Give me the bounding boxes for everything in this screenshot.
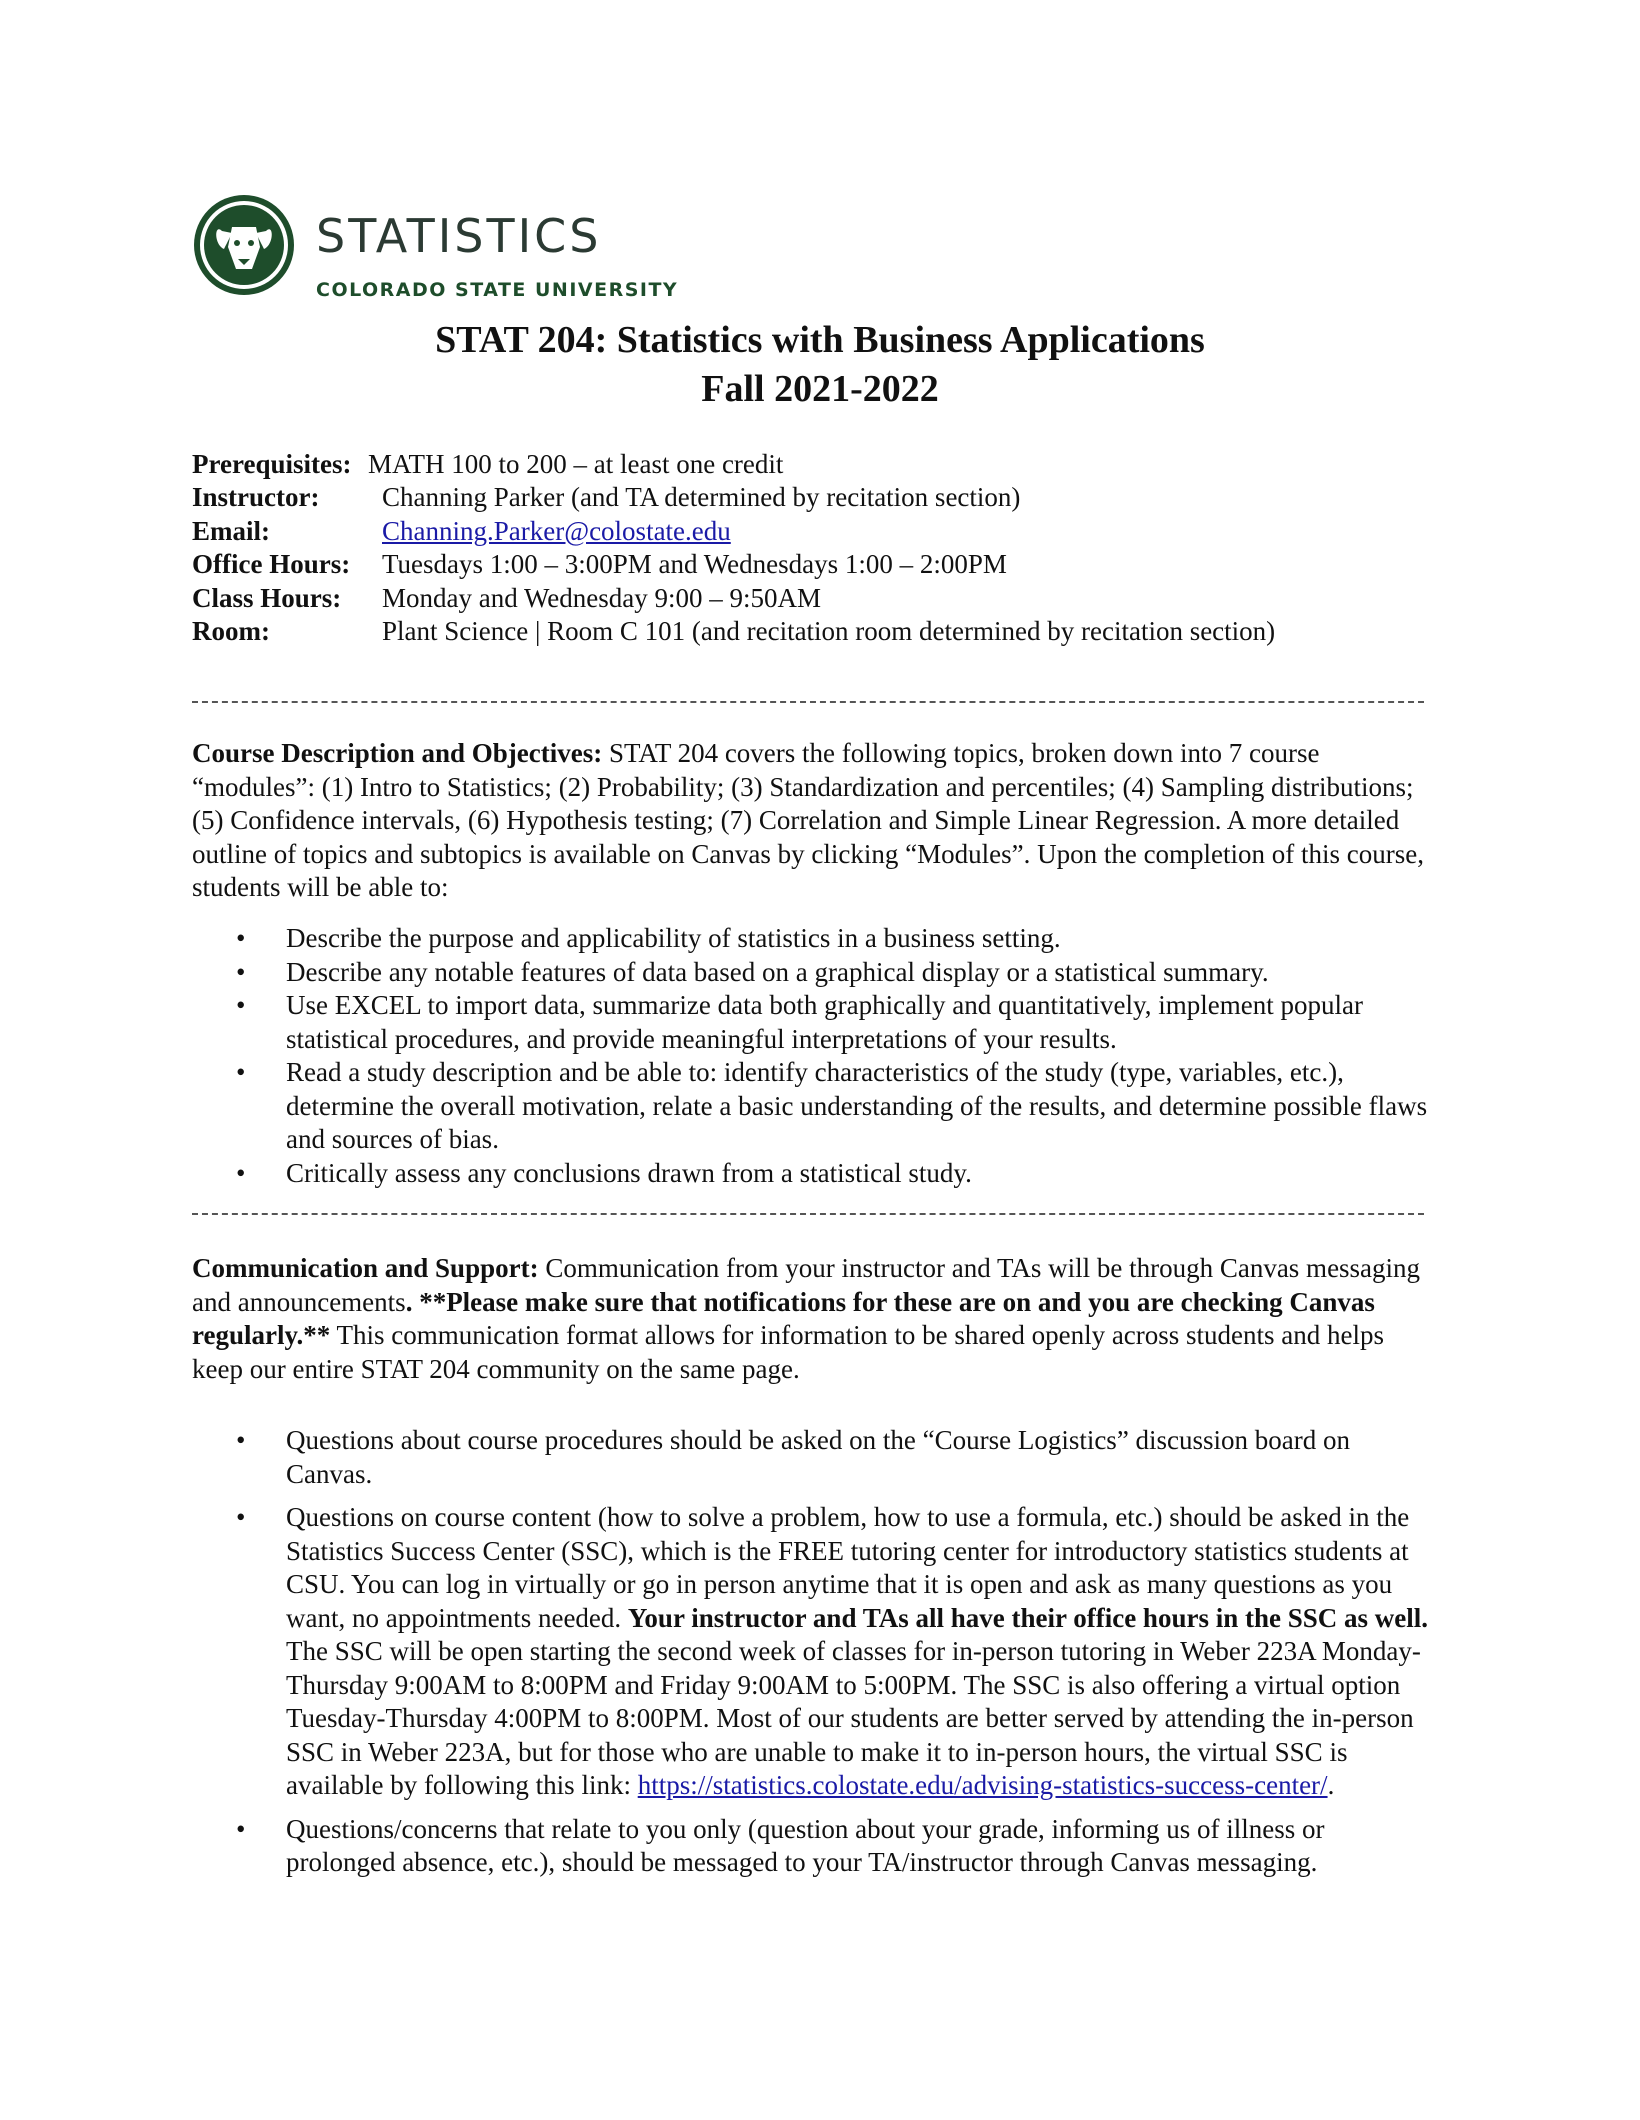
prereq-value: MATH 100 to 200 – at least one credit [368, 449, 784, 479]
email-label: Email: [192, 515, 270, 546]
support-text: Questions on course content (how to solve a problem, how to use a formula, etc.) should be asked in the Statistics Success Center (SSC), which is the FREE tutoring center for introductory statistics students at CSU. You can log in virtually or go in person anytime that it is open and ask as many questions as you want, no appointments needed. [286, 1502, 1410, 1633]
bullet-icon: • [236, 956, 246, 987]
office-hours-label: Office Hours: [192, 549, 351, 580]
description-heading: Course Description and Objectives: [192, 738, 603, 768]
room-value: Plant Science | Room C 101 (and recitation room determined by recitation section) [382, 615, 1276, 646]
email-link[interactable]: Channing.Parker@colostate.edu [382, 515, 731, 546]
bullet-icon: • [236, 1057, 246, 1087]
bullet-icon: • [236, 990, 246, 1020]
list-item [0, 1056, 1436, 1157]
communication-text: Communication from your instructor and TAs will be through Canvas messaging and announcements [192, 1253, 1421, 1317]
bullet-icon: • [236, 1157, 246, 1188]
support-text: Questions about course procedures should be asked on the “Course Logistics” discussion board on Canvas. [286, 1425, 1351, 1489]
course-term: Fall 2021-2022 [701, 368, 939, 410]
university-logo [192, 193, 712, 305]
objective-text: Describe the purpose and applicability of statistics in a business setting. [286, 923, 1061, 953]
communication-section [192, 1252, 1432, 1386]
objectives-list [0, 922, 1436, 1190]
instructor-label: Instructor: [192, 482, 320, 513]
logo-university: COLORADO STATE UNIVERSITY [316, 279, 679, 301]
logo-wordmark: STATISTICS [316, 209, 602, 263]
objective-text: Describe any notable features of data based on a graphical display or a statistical summary. [286, 956, 1269, 987]
objective-text: Use EXCEL to import data, summarize data both graphically and quantitatively, implement popular statistical procedures, and provide meaningful interpretations of your results. [286, 990, 1363, 1054]
instructor-value: Channing Parker (and TA determined by recitation section) [382, 482, 1021, 513]
support-list [0, 1424, 1436, 1890]
section-divider [192, 701, 1424, 703]
link-period: . [1327, 1770, 1335, 1800]
communication-text-end: This communication format allows for information to be shared openly across students and helps keep our entire STAT 204 community on the same page. [192, 1320, 1385, 1384]
bullet-icon: • [236, 1502, 246, 1532]
office-hours-value: Tuesdays 1:00 – 3:00PM and Wednesdays 1:00 – 2:00PM [382, 549, 1007, 580]
list-item [0, 956, 1436, 990]
list-item [0, 1813, 1436, 1880]
bullet-icon: • [236, 923, 246, 953]
bullet-icon: • [236, 1813, 246, 1844]
description-text: STAT 204 covers the following topics, broken down into 7 course “modules”: (1) Intro to Statistics; (2) Probability; (3) Standardization and percentiles; (4) Sampling distributions; (5) Confidence intervals, (6) Hypothesis testing; (7) Correlation and Simple Linear Regression. A more detailed outline of topics and subtopics is available on Canvas by clicking “Modules”. Upon the completion of this course, students will be able to: [192, 738, 1425, 902]
support-text: Questions/concerns that relate to you only (question about your grade, informing us of illness or prolonged absence, etc.), should be messaged to your TA/instructor through Canvas messaging. [286, 1813, 1325, 1877]
communication-notice: . **Please make sure that notifications for these are on and you are checking Canvas regularly.** [192, 1286, 1375, 1350]
ram-head-icon [192, 193, 296, 297]
list-item [0, 1501, 1436, 1803]
list-item [0, 989, 1436, 1056]
objective-text: Read a study description and be able to: identify characteristics of the study (type, variables, etc.), determine the overall motivation, relate a basic understanding of the results, and determine possible flaws and sources of bias. [286, 1057, 1428, 1154]
list-item [0, 1424, 1436, 1491]
list-item [0, 1157, 1436, 1191]
ssc-link[interactable]: https://statistics.colostate.edu/advising-statistics-success-center/ [637, 1770, 1328, 1800]
office-hours-notice: Your instructor and TAs all have their office hours in the SSC as well. [627, 1602, 1428, 1633]
class-hours-label: Class Hours: [192, 582, 342, 613]
course-title: STAT 204: Statistics with Business Applications [435, 319, 1205, 361]
support-text-cont: The SSC will be open starting the second week of classes for in-person tutoring in Weber 223A Monday-Thursday 9:00AM to 8:00PM and Friday 9:00AM to 5:00PM. The SSC is also offering a virtual option Tuesday-Thursday 4:00PM to 8:00PM. Most of our students are better served by attending the in-person SSC in Weber 223A, but for those who are unable to make it to in-person hours, the virtual SSC is available by following this link: [286, 1636, 1421, 1800]
class-hours-value: Monday and Wednesday 9:00 – 9:50AM [382, 582, 822, 613]
prereq-label: Prerequisites: [192, 449, 352, 479]
objective-text: Critically assess any conclusions drawn from a statistical study. [286, 1157, 972, 1188]
bullet-icon: • [236, 1425, 246, 1455]
section-divider [192, 1213, 1424, 1215]
room-label: Room: [192, 615, 270, 646]
list-item [0, 922, 1436, 956]
communication-heading: Communication and Support: [192, 1253, 539, 1283]
course-description [192, 737, 1432, 905]
